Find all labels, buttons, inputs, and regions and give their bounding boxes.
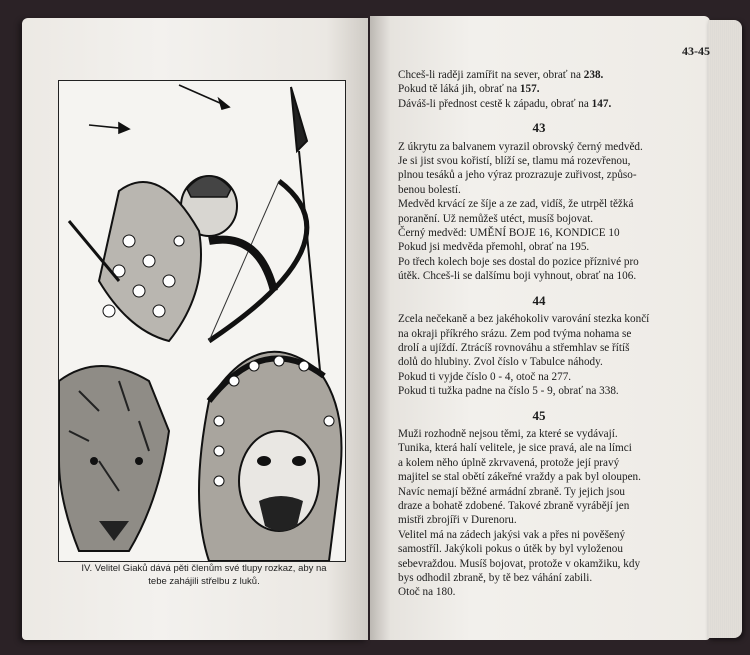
section-line: Tunika, která halí velitele, je sice pravá, ale na límci bbox=[398, 442, 632, 455]
intro-line: Dáváš-li přednost cestě k západu, obrať na 147. bbox=[398, 97, 612, 110]
section-line: Otoč na 180. bbox=[398, 586, 456, 599]
section-line: Zcela nečekaně a bez jakéhokoliv varování stezka končí bbox=[398, 313, 650, 326]
section-number: 43 bbox=[532, 120, 546, 136]
section-line: Velitel má na zádech jakýsi vak a přes ni pověšený bbox=[398, 528, 626, 541]
caption-line: tebe zahájili střelbu z luků. bbox=[148, 576, 260, 587]
section-line: benou bolestí. bbox=[398, 183, 461, 196]
section-line: mistři zbrojíři v Durenoru. bbox=[398, 514, 517, 527]
warrior-drawing bbox=[199, 352, 342, 561]
section-line: Muži rozhodně nejsou těmi, za které se vydávají. bbox=[398, 427, 618, 440]
section-line: sebevraždou. Musíš bojovat, protože v okamžiku, kdy bbox=[398, 557, 641, 570]
page-edges bbox=[708, 20, 742, 638]
section-line: Navíc nemají běžné armádní zbraně. Ty jejich jsou bbox=[398, 485, 626, 498]
section-line: Je si jist svou kořistí, blíží se, tlamu má rozevřenou, bbox=[398, 155, 631, 168]
page-text bbox=[398, 68, 680, 600]
section-line: Černý medvěd: UMĚNÍ BOJE 16, KONDICE 10 bbox=[398, 227, 620, 240]
section-number: 45 bbox=[532, 407, 546, 423]
section-line: Z úkrytu za balvanem vyrazil obrovský černý medvěd. bbox=[398, 140, 643, 153]
intro-line: Pokud tě láká jih, obrať na 157. bbox=[398, 83, 540, 96]
section-line: Pokud jsi medvěda přemohl, obrať na 195. bbox=[398, 241, 590, 254]
section-line: Pokud ti vyjde číslo 0 - 4, otoč na 277. bbox=[398, 370, 572, 383]
section-line: majitel se stal obětí zákeřné vraždy a pak byl oloupen. bbox=[398, 471, 641, 484]
section-line: Pokud ti tužka padne na číslo 5 - 9, obrať na 338. bbox=[398, 385, 619, 398]
caption-line: IV. Velitel Giaků dává pěti členům své tlupy rozkaz, aby na bbox=[81, 563, 327, 574]
section-line: poranění. Už nemůžeš utéct, musíš bojovat. bbox=[398, 212, 594, 225]
section-line: útěk. Chceš-li se dalšímu boji vyhnout, obrať na 106. bbox=[398, 270, 637, 283]
section-line: draze a bohatě zdobené. Takové zbraně vyrábějí jen bbox=[398, 499, 630, 512]
section-line: a kolem něho úplně zkrvavená, protože její pravý bbox=[398, 456, 620, 469]
book-illustration bbox=[58, 80, 346, 562]
section-line: bys odhodil zbraně, by tě bez váhání zabili. bbox=[398, 572, 593, 584]
section-number: 44 bbox=[532, 292, 546, 308]
section-line: dolů do hlubiny. Zvol číslo v Tabulce náhody. bbox=[398, 356, 603, 369]
section-line: plnou tesáků a jeho výraz prozrazuje zuřivost, způso- bbox=[398, 169, 637, 182]
intro-line: Chceš-li raději zamířit na sever, obrať na 238. bbox=[398, 69, 604, 81]
page-number: 43-45 bbox=[682, 44, 710, 58]
illustration-caption bbox=[64, 562, 344, 588]
section-line: na okraji příkrého srázu. Zem pod tvýma nohama se bbox=[398, 327, 632, 340]
section-line: Po třech kolech boje ses dostal do pozice příznivé pro bbox=[398, 255, 639, 268]
section-line: drolí a ujíždí. Ztrácíš rovnováhu a střemhlav se řítíš bbox=[398, 341, 630, 354]
section-line: samostříl. Jakýkoli pokus o útěk by byl vyloženou bbox=[398, 543, 623, 556]
section-line: Medvěd krvácí ze šíje a ze zad, vidíš, že utrpěl těžká bbox=[398, 198, 634, 211]
